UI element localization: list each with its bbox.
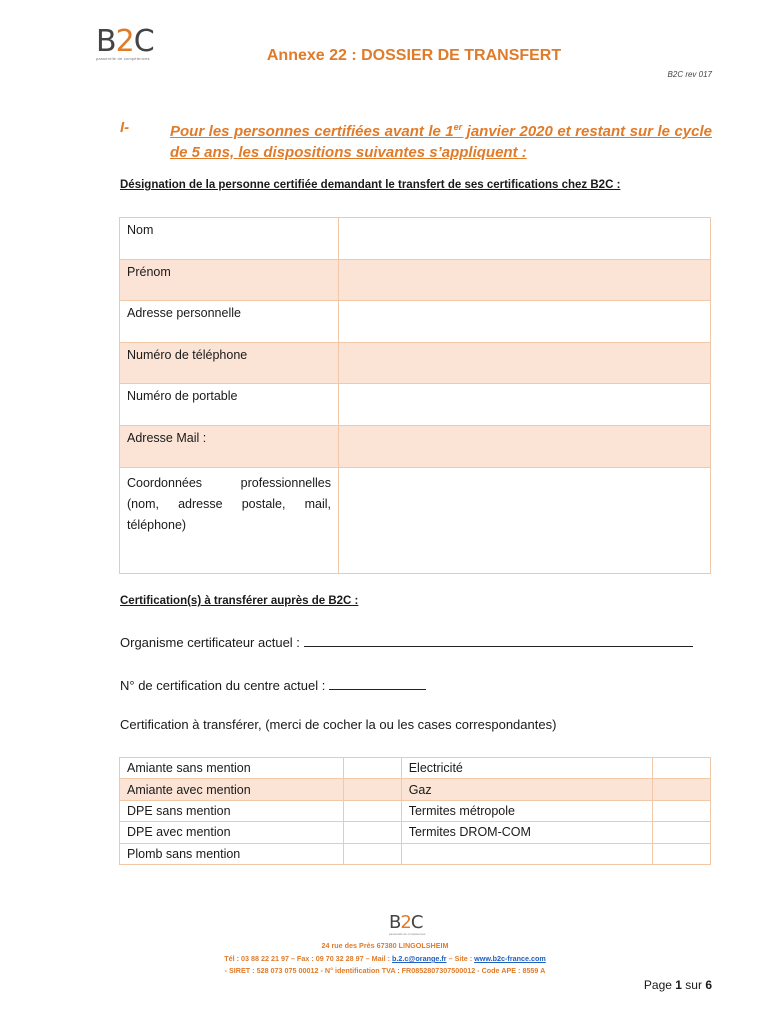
field-input-portable[interactable]: [339, 384, 711, 426]
section-heading: [120, 117, 712, 163]
cert-label-termites-metropole: Termites métropole: [401, 800, 652, 821]
field-input-adresse[interactable]: [339, 301, 711, 343]
section-title: Pour les personnes certifiées avant le 1er janvier 2020 et restant sur le cycle de 5 ans, les dispositions suivantes s’appliquent :: [170, 122, 712, 161]
cert-label-electricite: Electricité: [401, 758, 652, 779]
cert-checkbox-electricite[interactable]: [652, 758, 710, 779]
field-label-portable: Numéro de portable: [120, 384, 339, 426]
field-input-prenom[interactable]: [339, 259, 711, 301]
cert-checkbox-amiante-sans[interactable]: [343, 758, 401, 779]
footer-email-link[interactable]: b.2.c@orange.fr: [392, 954, 447, 963]
cert-checkbox-termites-metropole[interactable]: [652, 800, 710, 821]
cert-label-amiante-sans: Amiante sans mention: [120, 758, 344, 779]
cert-checkbox-dpe-avec[interactable]: [343, 822, 401, 843]
field-input-telephone[interactable]: [339, 342, 711, 384]
logo-tagline: passerelle de compétences: [96, 56, 150, 61]
page-number: Page 1 sur 6: [643, 978, 712, 992]
person-details-table: [119, 217, 711, 574]
field-input-coordonnees[interactable]: [339, 467, 711, 573]
cert-label-termites-drom: Termites DROM-COM: [401, 822, 652, 843]
cert-label-dpe-avec: DPE avec mention: [120, 822, 344, 843]
field-label-adresse: Adresse personnelle: [120, 301, 339, 343]
footer-site-link[interactable]: www.b2c-france.com: [474, 954, 546, 963]
numero-label: N° de certification du centre actuel :: [120, 678, 329, 693]
logo-mark: B2C: [96, 24, 154, 59]
cert-label-gaz: Gaz: [401, 779, 652, 800]
footer-contact: Tél : 03 88 22 21 97 – Fax : 09 70 32 28 97 – Mail : b.2.c@orange.fr – Site : www.b2c-france.com: [224, 954, 546, 963]
certification-instruction: Certification à transférer, (merci de cocher la ou les cases correspondantes): [120, 717, 557, 732]
certifications-heading: Certification(s) à transférer auprès de B2C :: [120, 595, 359, 607]
revision-label: B2C rev 017: [667, 70, 712, 79]
field-label-prenom: Prénom: [120, 259, 339, 301]
certifications-table: [119, 757, 711, 865]
cert-label-plomb-sans: Plomb sans mention: [120, 843, 344, 864]
footer-address: 24 rue des Près 67380 LINGOLSHEIM: [321, 941, 449, 950]
cert-label-empty: [401, 843, 652, 864]
cert-checkbox-dpe-sans[interactable]: [343, 800, 401, 821]
organisme-label: Organisme certificateur actuel :: [120, 635, 304, 650]
cert-label-amiante-avec: Amiante avec mention: [120, 779, 344, 800]
cert-checkbox-gaz[interactable]: [652, 779, 710, 800]
footer-legal: - SIRET : 528 073 075 00012 - N° identification TVA : FR0852807307500012 - Code APE : 8559 A: [224, 966, 546, 975]
footer-logo: [389, 914, 441, 938]
cert-checkbox-empty: [652, 843, 710, 864]
cert-label-dpe-sans: DPE sans mention: [120, 800, 344, 821]
field-input-mail[interactable]: [339, 425, 711, 467]
numero-field: [120, 678, 426, 693]
cert-checkbox-amiante-avec[interactable]: [343, 779, 401, 800]
organisme-input[interactable]: [304, 635, 693, 647]
organisme-field: [120, 635, 693, 650]
footer-logo-mark: B2C: [389, 912, 423, 933]
field-label-telephone: Numéro de téléphone: [120, 342, 339, 384]
designation-heading: Désignation de la personne certifiée demandant le transfert de ses certifications chez B2C :: [120, 179, 621, 191]
field-label-coordonnees: Coordonnées professionnelles (nom, adresse postale, mail, téléphone): [120, 467, 339, 573]
ordinal-superscript: er: [453, 122, 463, 132]
field-label-nom: Nom: [120, 218, 339, 260]
field-label-mail: Adresse Mail :: [120, 425, 339, 467]
cert-checkbox-termites-drom[interactable]: [652, 822, 710, 843]
numero-input[interactable]: [329, 678, 426, 690]
document-title: Annexe 22 : DOSSIER DE TRANSFERT: [266, 47, 562, 64]
field-input-nom[interactable]: [339, 218, 711, 260]
footer-logo-tagline: passerelle de compétences: [389, 932, 426, 936]
cert-checkbox-plomb-sans[interactable]: [343, 843, 401, 864]
section-number: I-: [120, 119, 130, 136]
